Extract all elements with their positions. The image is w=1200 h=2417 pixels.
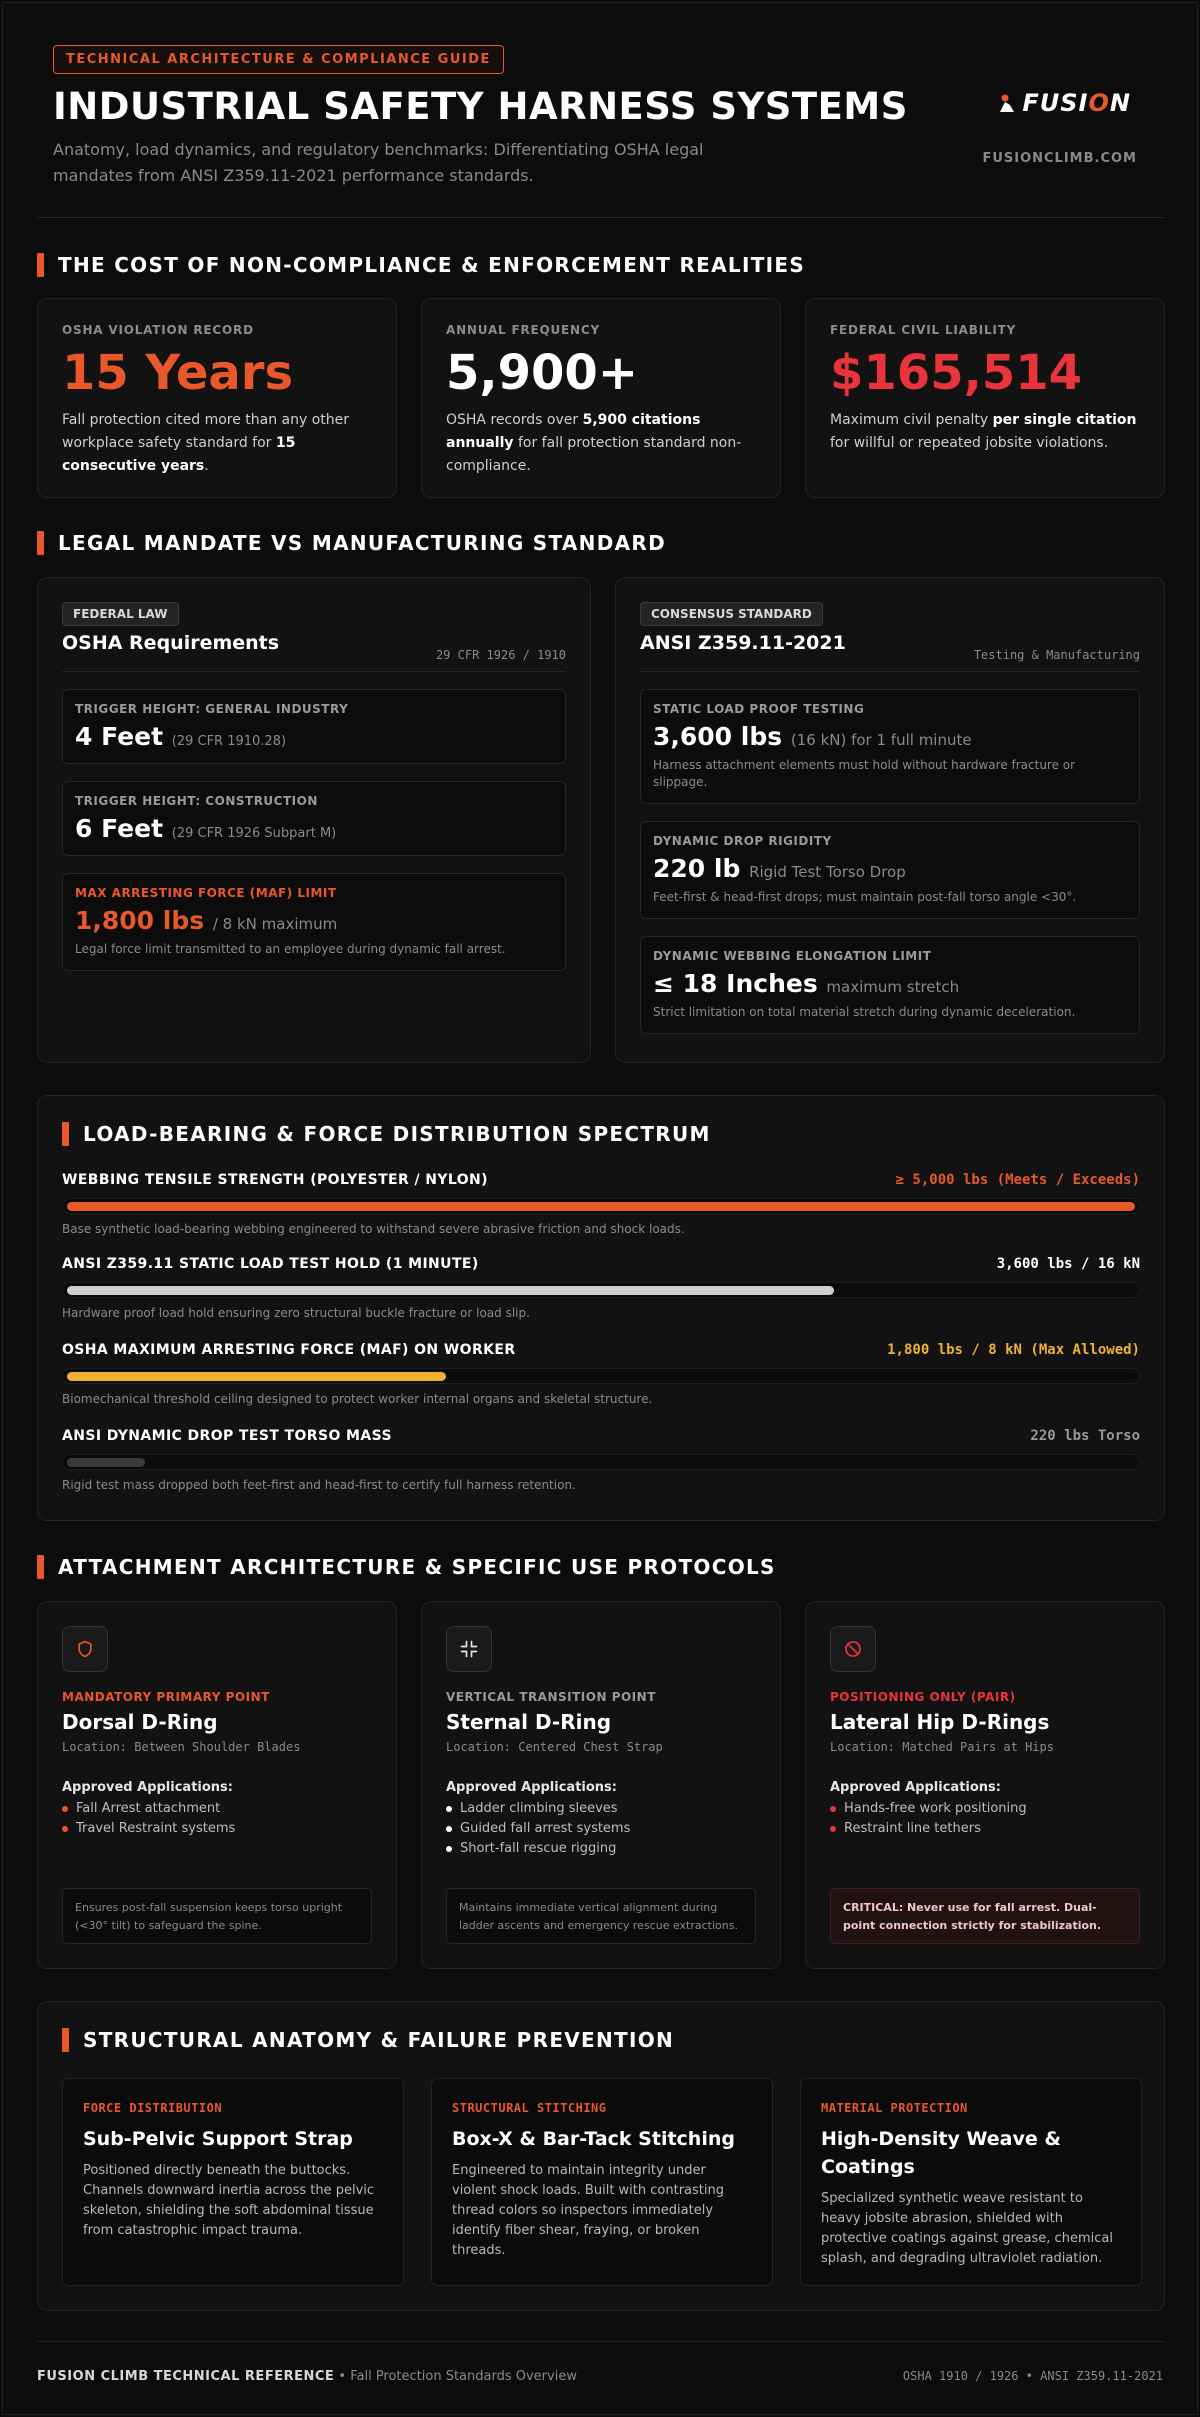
attachment-card-sternal (421, 1601, 781, 1969)
stat-card-annual-frequency (421, 298, 781, 498)
stat-description: Fall protection cited more than any other workplace safety standard for 15 consecutive years. (62, 412, 350, 474)
spectrum-label: WEBBING TENSILE STRENGTH (POLYESTER / NYLON) (62, 1172, 488, 1188)
spectrum-label: OSHA MAXIMUM ARRESTING FORCE (MAF) ON WORKER (62, 1342, 516, 1358)
spectrum-fill (67, 1202, 1135, 1211)
section-title-cost: THE COST OF NON-COMPLIANCE & ENFORCEMENT REALITIES (37, 253, 805, 277)
spectrum-label: ANSI Z359.11 STATIC LOAD TEST HOLD (1 MINUTE) (62, 1256, 479, 1272)
anatomy-name: High-Density Weave & Coatings (821, 2128, 1061, 2178)
stat-card-violation-record (37, 298, 397, 498)
attachment-category: VERTICAL TRANSITION POINT (446, 1690, 656, 1704)
brand-logo[interactable] (996, 89, 1131, 117)
list-item: Hands-free work positioning (830, 1799, 1140, 1819)
list-item: Travel Restraint systems (62, 1819, 372, 1839)
guide-tag: TECHNICAL ARCHITECTURE & COMPLIANCE GUIDE (53, 45, 504, 74)
anatomy-category: STRUCTURAL STITCHING (452, 2101, 607, 2115)
stat-label: ANNUAL FREQUENCY (446, 323, 600, 337)
ansi-item-elongation-limit: DYNAMIC WEBBING ELONGATION LIMIT ≤ 18 Inches maximum stretch Strict limitation on total material stretch during dynamic deceleration. (640, 936, 1140, 1034)
attachment-category: MANDATORY PRIMARY POINT (62, 1690, 270, 1704)
shield-icon (62, 1626, 108, 1672)
spectrum-track (62, 1282, 1140, 1298)
spectrum-row-webbing (62, 1172, 1140, 1236)
attachment-note: Maintains immediate vertical alignment during ladder ascents and emergency rescue extractions. (446, 1888, 756, 1944)
section-accent-bar (37, 531, 44, 555)
attachment-name: Sternal D-Ring (446, 1710, 612, 1734)
spectrum-description: Hardware proof load hold ensuring zero structural buckle fracture or load slip. (62, 1306, 530, 1320)
attachment-note: Ensures post-fall suspension keeps torso upright (<30° tilt) to safeguard the spine. (62, 1888, 372, 1944)
anatomy-description: Engineered to maintain integrity under violent shock loads. Built with contrasting thread colors so inspectors immediately identify fiber shear, fraying, or broken threads. (452, 2163, 724, 2258)
compress-icon (446, 1626, 492, 1672)
anatomy-name: Box-X & Bar-Tack Stitching (452, 2128, 735, 2150)
page-subtitle: Anatomy, load dynamics, and regulatory benchmarks: Differentiating OSHA legal mandates from ANSI Z359.11-2021 performance standards. (53, 140, 704, 185)
approved-applications-list (830, 1799, 1140, 1839)
section-accent-bar (37, 253, 44, 277)
spectrum-track (62, 1454, 1140, 1470)
stat-value: 15 Years (62, 345, 294, 401)
section-title-legal: LEGAL MANDATE VS MANUFACTURING STANDARD (37, 531, 666, 555)
approved-applications-list (62, 1799, 372, 1839)
osha-requirements-card (37, 577, 591, 1063)
stat-description: Maximum civil penalty per single citation for willful or repeated jobsite violations. (830, 412, 1137, 451)
attachment-name: Dorsal D-Ring (62, 1710, 218, 1734)
list-item: Guided fall arrest systems (446, 1819, 756, 1839)
ansi-item-dynamic-drop: DYNAMIC DROP RIGIDITY 220 lb Rigid Test Torso Drop Feet-first & head-first drops; must maintain post-fall torso angle <30°. (640, 821, 1140, 919)
spectrum-row-maf (62, 1342, 1140, 1406)
spectrum-value: 220 lbs Torso (1030, 1428, 1140, 1444)
ansi-card-reference: Testing & Manufacturing (973, 648, 1140, 662)
anatomy-description: Positioned directly beneath the buttocks. Channels downward inertia across the pelvic skeleton, shielding the soft abdominal tissue from catastrophic impact trauma. (83, 2163, 375, 2238)
spectrum-value: ≥ 5,000 lbs (Meets / Exceeds) (895, 1172, 1140, 1188)
stat-card-civil-liability (805, 298, 1165, 498)
list-item: Fall Arrest attachment (62, 1799, 372, 1819)
approved-applications-title: Approved Applications: (62, 1780, 233, 1795)
attachment-location: Location: Matched Pairs at Hips (830, 1740, 1054, 1754)
spectrum-panel (37, 1095, 1165, 1521)
spectrum-fill (67, 1372, 446, 1381)
approved-applications-list (446, 1799, 756, 1859)
anatomy-name: Sub-Pelvic Support Strap (83, 2128, 353, 2150)
section-accent-bar (62, 2028, 69, 2052)
osha-item-construction: TRIGGER HEIGHT: CONSTRUCTION 6 Feet (29 CFR 1926 Subpart M) (62, 781, 566, 856)
osha-card-title: OSHA Requirements (62, 632, 280, 654)
ansi-item-static-load: STATIC LOAD PROOF TESTING 3,600 lbs (16 kN) for 1 full minute Harness attachment elements must hold without hardware fracture or slippage. (640, 689, 1140, 804)
anatomy-panel (37, 2001, 1165, 2311)
anatomy-description: Specialized synthetic weave resistant to heavy jobsite abrasion, shielded with protective coatings against grease, chemical splash, and degrading ultraviolet radiation. (821, 2191, 1113, 2266)
list-item: Restraint line tethers (830, 1819, 1140, 1839)
spectrum-description: Base synthetic load-bearing webbing engineered to withstand severe abrasive friction and shock loads. (62, 1222, 685, 1236)
list-item: Short-fall rescue rigging (446, 1839, 756, 1859)
list-item: Ladder climbing sleeves (446, 1799, 756, 1819)
spectrum-row-static-load (62, 1256, 1140, 1320)
spectrum-fill (67, 1286, 834, 1295)
anatomy-card-sub-pelvic (62, 2078, 404, 2286)
section-title-anatomy: STRUCTURAL ANATOMY & FAILURE PREVENTION (62, 2028, 674, 2052)
climber-logo-icon (996, 92, 1018, 114)
spectrum-value: 1,800 lbs / 8 kN (Max Allowed) (887, 1342, 1140, 1358)
osha-item-general-industry: TRIGGER HEIGHT: GENERAL INDUSTRY 4 Feet (29 CFR 1910.28) (62, 689, 566, 764)
header (53, 45, 1153, 185)
logo-wordmark: FUSION (1022, 89, 1131, 117)
stat-value: $165,514 (830, 345, 1083, 401)
page (2, 2, 1198, 2415)
osha-card-reference: 29 CFR 1926 / 1910 (435, 648, 566, 662)
spectrum-track (62, 1368, 1140, 1384)
federal-law-badge: FEDERAL LAW (62, 602, 179, 626)
attachment-category: POSITIONING ONLY (PAIR) (830, 1690, 1016, 1704)
section-title-attachment: ATTACHMENT ARCHITECTURE & SPECIFIC USE PROTOCOLS (37, 1555, 776, 1579)
anatomy-category: MATERIAL PROTECTION (821, 2101, 968, 2115)
attachment-card-dorsal (37, 1601, 397, 1969)
stat-label: OSHA VIOLATION RECORD (62, 323, 254, 337)
osha-item-maf-limit: MAX ARRESTING FORCE (MAF) LIMIT 1,800 lbs / 8 kN maximum Legal force limit transmitted to an employee during dynamic fall arrest. (62, 873, 566, 971)
ansi-standard-card (615, 577, 1165, 1063)
consensus-standard-badge: CONSENSUS STANDARD (640, 602, 823, 626)
spectrum-description: Rigid test mass dropped both feet-first and head-first to certify full harness retention. (62, 1478, 576, 1492)
page-title: INDUSTRIAL SAFETY HARNESS SYSTEMS (53, 85, 908, 128)
header-divider (37, 217, 1165, 218)
footer-brand: FUSION CLIMB TECHNICAL REFERENCE • Fall Protection Standards Overview (37, 2369, 577, 2384)
spectrum-value: 3,600 lbs / 16 kN (996, 1256, 1140, 1272)
attachment-location: Location: Between Shoulder Blades (62, 1740, 301, 1754)
website-link[interactable]: FUSIONCLIMB.COM (982, 151, 1137, 166)
spectrum-row-torso-mass (62, 1428, 1140, 1492)
critical-warning-note: CRITICAL: Never use for fall arrest. Dual-point connection strictly for stabilization. (830, 1888, 1140, 1944)
footer-divider (37, 2341, 1165, 2342)
approved-applications-title: Approved Applications: (830, 1780, 1001, 1795)
attachment-name: Lateral Hip D-Rings (830, 1710, 1050, 1734)
spectrum-track (62, 1198, 1140, 1214)
spectrum-fill (67, 1458, 145, 1467)
stat-label: FEDERAL CIVIL LIABILITY (830, 323, 1017, 337)
attachment-location: Location: Centered Chest Strap (446, 1740, 663, 1754)
osha-card-header (62, 602, 566, 672)
footer-standards: OSHA 1910 / 1926 • ANSI Z359.11-2021 (902, 2369, 1163, 2383)
anatomy-category: FORCE DISTRIBUTION (83, 2101, 223, 2115)
attachment-card-lateral-hip (805, 1601, 1165, 1969)
section-title-spectrum: LOAD-BEARING & FORCE DISTRIBUTION SPECTRUM (62, 1122, 711, 1146)
stat-value: 5,900+ (446, 345, 639, 401)
section-accent-bar (37, 1555, 44, 1579)
ansi-card-title: ANSI Z359.11-2021 (640, 632, 846, 654)
approved-applications-title: Approved Applications: (446, 1780, 617, 1795)
spectrum-description: Biomechanical threshold ceiling designed to protect worker internal organs and skeletal structure. (62, 1392, 653, 1406)
stat-description: OSHA records over 5,900 citations annually for fall protection standard non-compliance. (446, 412, 742, 474)
anatomy-card-stitching (431, 2078, 773, 2286)
ansi-card-header (640, 602, 1140, 672)
section-accent-bar (62, 1122, 69, 1146)
anatomy-card-weave (800, 2078, 1142, 2286)
spectrum-label: ANSI DYNAMIC DROP TEST TORSO MASS (62, 1428, 392, 1444)
prohibited-icon (830, 1626, 876, 1672)
